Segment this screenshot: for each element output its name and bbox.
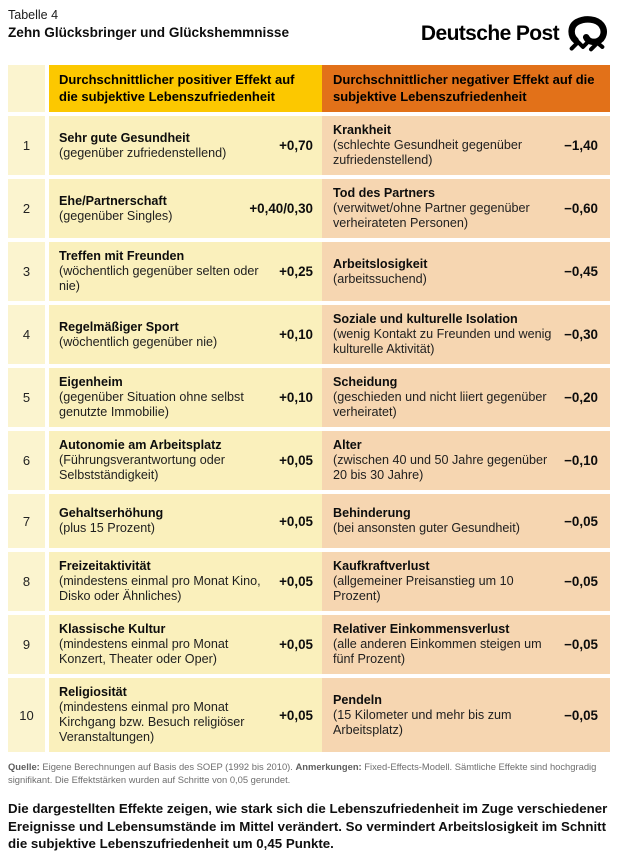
negative-cell bbox=[322, 494, 610, 548]
positive-description: (gegenüber Situation ohne selbst genutzte Immobilie) bbox=[59, 390, 244, 419]
negative-value: −0,30 bbox=[564, 327, 598, 342]
negative-description: (alle anderen Einkommen steigen um fünf Prozent) bbox=[333, 637, 542, 666]
positive-cell bbox=[49, 242, 322, 301]
negative-cell bbox=[322, 552, 610, 611]
positive-value: +0,10 bbox=[279, 390, 313, 405]
negative-description: (arbeitssuchend) bbox=[333, 271, 427, 286]
negative-text bbox=[333, 438, 558, 483]
positive-cell bbox=[49, 305, 322, 364]
summary-paragraph: Die dargestellten Effekte zeigen, wie stark sich die Lebenszufriedenheit im Zuge verschiedener Ereignisse und Lebensumstände im Mittel verändert. So vermindert Arbeitslosigkeit im Schnitt die subjektive Lebenszufriedenheit um 0,45 Punkte. bbox=[8, 801, 608, 851]
table-row bbox=[8, 552, 610, 611]
table-row bbox=[8, 305, 610, 364]
negative-cell bbox=[322, 678, 610, 752]
positive-text bbox=[59, 249, 273, 294]
positive-description: (plus 15 Prozent) bbox=[59, 521, 155, 535]
negative-text bbox=[333, 375, 558, 420]
positive-description: (Führungsverantwortung oder Selbstständigkeit) bbox=[59, 453, 225, 482]
row-number: 6 bbox=[8, 431, 45, 490]
row-number: 9 bbox=[8, 615, 45, 674]
top-bar bbox=[0, 0, 618, 52]
positive-text bbox=[59, 438, 273, 483]
positive-cell bbox=[49, 552, 322, 611]
negative-value: −0,05 bbox=[564, 513, 598, 529]
negative-text bbox=[333, 123, 558, 168]
positive-cell bbox=[49, 678, 322, 752]
row-number: 10 bbox=[8, 678, 45, 752]
positive-title: Sehr gute Gesundheit bbox=[59, 130, 190, 145]
negative-cell bbox=[322, 242, 610, 301]
positive-title: Religiosität bbox=[59, 685, 127, 699]
negative-text bbox=[333, 693, 558, 738]
negative-title: Kaufkraftverlust bbox=[333, 559, 430, 573]
positive-cell bbox=[49, 116, 322, 175]
table-row bbox=[8, 615, 610, 674]
negative-cell bbox=[322, 305, 610, 364]
negative-text bbox=[333, 559, 558, 604]
row-number: 3 bbox=[8, 242, 45, 301]
positive-header-cell bbox=[49, 65, 322, 112]
positive-title: Regelmäßiger Sport bbox=[59, 319, 179, 334]
negative-title: Scheidung bbox=[333, 375, 398, 389]
positive-value: +0,10 bbox=[279, 327, 313, 342]
positive-cell bbox=[49, 179, 322, 238]
header-corner-cell bbox=[8, 65, 45, 112]
positive-title: Autonomie am Arbeitsplatz bbox=[59, 438, 222, 452]
page-title: Zehn Glücksbringer und Glückshemmnisse bbox=[8, 25, 290, 40]
positive-description: (mindestens einmal pro Monat Kino, Disko oder Ähnliches) bbox=[59, 574, 261, 603]
negative-title: Tod des Partners bbox=[333, 186, 435, 200]
positive-title: Treffen mit Freunden bbox=[59, 249, 185, 263]
source-label: Quelle: bbox=[8, 761, 40, 772]
positive-text bbox=[59, 685, 273, 745]
negative-text bbox=[333, 506, 558, 536]
positive-text bbox=[59, 622, 273, 667]
negative-text bbox=[333, 622, 558, 667]
row-number: 8 bbox=[8, 552, 45, 611]
positive-description: (mindestens einmal pro Monat Kirchgang bzw. Besuch religiöser Veranstaltungen) bbox=[59, 700, 245, 744]
positive-description: (gegenüber Singles) bbox=[59, 208, 173, 223]
positive-title: Freizeitaktivität bbox=[59, 559, 151, 573]
positive-cell bbox=[49, 431, 322, 490]
positive-description: (wöchentlich gegenüber nie) bbox=[59, 334, 218, 349]
negative-value: −0,20 bbox=[564, 390, 598, 405]
positive-cell bbox=[49, 494, 322, 548]
negative-title: Alter bbox=[333, 438, 362, 452]
table-row bbox=[8, 678, 610, 752]
brand-name: Deutsche Post bbox=[420, 22, 559, 45]
negative-value: −0,05 bbox=[564, 637, 598, 652]
negative-description: (geschieden und nicht liiert gegenüber verheiratet) bbox=[333, 390, 547, 419]
positive-title: Ehe/Partnerschaft bbox=[59, 193, 167, 208]
negative-text bbox=[333, 257, 558, 287]
negative-text bbox=[333, 186, 558, 231]
row-number: 2 bbox=[8, 179, 45, 238]
negative-title: Arbeitslosigkeit bbox=[333, 256, 428, 271]
notes-label: Anmerkungen: bbox=[295, 761, 362, 772]
positive-text bbox=[59, 506, 273, 536]
table-label: Tabelle 4 bbox=[8, 8, 59, 22]
positive-value: +0,25 bbox=[279, 264, 313, 279]
negative-value: −0,60 bbox=[564, 201, 598, 216]
posthorn-icon bbox=[566, 16, 608, 52]
negative-description: (bei ansonsten guter Gesundheit) bbox=[333, 521, 520, 535]
negative-description: (wenig Kontakt zu Freunden und wenig kulturelle Aktivität) bbox=[333, 327, 552, 356]
negative-title: Behinderung bbox=[333, 506, 411, 520]
row-number: 5 bbox=[8, 368, 45, 427]
negative-cell bbox=[322, 431, 610, 490]
positive-text bbox=[59, 320, 273, 350]
table-row bbox=[8, 368, 610, 427]
title-block bbox=[8, 7, 289, 41]
negative-description: (15 Kilometer und mehr bis zum Arbeitsplatz) bbox=[333, 707, 512, 737]
row-number: 1 bbox=[8, 116, 45, 175]
positive-text bbox=[59, 559, 273, 604]
positive-cell bbox=[49, 615, 322, 674]
positive-description: (wöchentlich gegenüber selten oder nie) bbox=[59, 264, 259, 293]
positive-title: Gehaltserhöhung bbox=[59, 506, 164, 520]
negative-value: −1,40 bbox=[564, 138, 598, 153]
negative-cell bbox=[322, 116, 610, 175]
positive-header-label: Durchschnittlicher positiver Effekt auf die subjektive Lebenszufriedenheit bbox=[59, 72, 295, 104]
negative-cell bbox=[322, 179, 610, 238]
negative-title: Krankheit bbox=[333, 123, 392, 137]
positive-cell bbox=[49, 368, 322, 427]
negative-cell bbox=[322, 615, 610, 674]
table-header-row bbox=[8, 65, 610, 112]
positive-value: +0,70 bbox=[279, 138, 313, 153]
positive-title: Eigenheim bbox=[59, 375, 123, 389]
negative-value: −0,05 bbox=[564, 574, 598, 589]
negative-title: Pendeln bbox=[333, 692, 382, 707]
table-row bbox=[8, 431, 610, 490]
row-number: 4 bbox=[8, 305, 45, 364]
positive-value: +0,05 bbox=[279, 637, 313, 652]
positive-text bbox=[59, 375, 273, 420]
positive-description: (gegenüber zufriedenstellend) bbox=[59, 145, 227, 160]
deutsche-post-logo bbox=[421, 16, 608, 52]
negative-text bbox=[333, 312, 558, 357]
negative-description: (zwischen 40 und 50 Jahre gegenüber 20 bis 30 Jahre) bbox=[333, 453, 548, 482]
notes-text: Fixed-Effects-Modell. Sämtliche Effekte sind hochgradig signifikant. Die Effektstärken wurden auf Schritte von 0,05 gerundet. bbox=[8, 761, 597, 785]
negative-title: Relativer Einkommensverlust bbox=[333, 622, 510, 636]
positive-text bbox=[59, 194, 243, 224]
negative-value: −0,10 bbox=[564, 453, 598, 468]
positive-value: +0,05 bbox=[279, 453, 313, 468]
footnote bbox=[8, 761, 610, 786]
positive-description: (mindestens einmal pro Monat Konzert, Theater oder Oper) bbox=[59, 637, 229, 666]
negative-description: (allgemeiner Preisanstieg um 10 Prozent) bbox=[333, 574, 514, 603]
positive-title: Klassische Kultur bbox=[59, 622, 166, 636]
table-row bbox=[8, 179, 610, 238]
table-body bbox=[8, 116, 610, 752]
table-row bbox=[8, 242, 610, 301]
negative-title: Soziale und kulturelle Isolation bbox=[333, 312, 518, 326]
negative-header-label: Durchschnittlicher negativer Effekt auf die subjektive Lebenszufriedenheit bbox=[333, 72, 595, 104]
table-row bbox=[8, 494, 610, 548]
row-number: 7 bbox=[8, 494, 45, 548]
effects-table bbox=[8, 65, 610, 752]
negative-description: (schlechte Gesundheit gegenüber zufriedenstellend) bbox=[333, 138, 523, 167]
positive-text bbox=[59, 131, 273, 161]
negative-cell bbox=[322, 368, 610, 427]
positive-value: +0,05 bbox=[279, 574, 313, 589]
positive-value: +0,05 bbox=[279, 513, 313, 529]
table-row bbox=[8, 116, 610, 175]
positive-value: +0,40/0,30 bbox=[249, 201, 313, 216]
negative-description: (verwitwet/ohne Partner gegenüber verheirateten Personen) bbox=[333, 201, 530, 230]
positive-value: +0,05 bbox=[279, 707, 313, 723]
negative-header-cell bbox=[322, 65, 610, 112]
negative-value: −0,45 bbox=[564, 264, 598, 279]
source-text: Eigene Berechnungen auf Basis des SOEP (1992 bis 2010). bbox=[39, 761, 296, 772]
negative-value: −0,05 bbox=[564, 707, 598, 723]
